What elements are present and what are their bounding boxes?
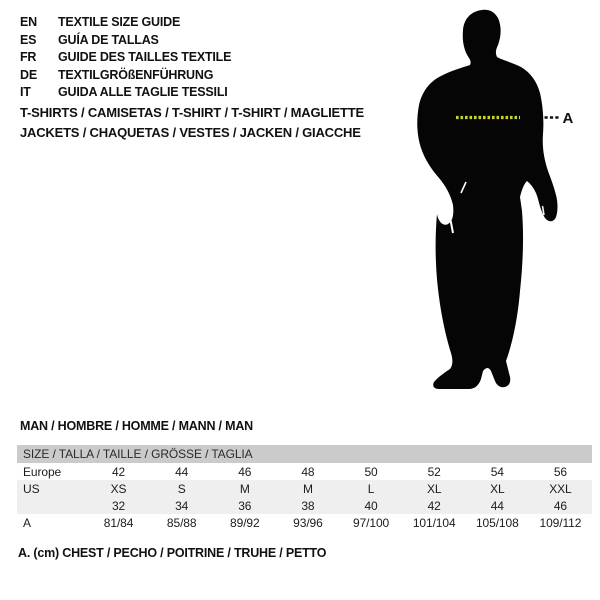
table-row-us-letter [17,480,592,497]
lang-label: GUÍA DE TALLAS [58,32,159,47]
size-table-header: SIZE / TALLA / TAILLE / GRÖSSE / TAGLIA [17,445,592,463]
size-cell: 85/88 [166,515,197,530]
size-cell: XL [426,481,442,496]
measurement-footnote: A. (cm) CHEST / PECHO / POITRINE / TRUHE / PETTO [18,546,327,560]
size-cell: 44 [175,464,189,479]
size-cell: M [302,481,313,496]
table-row-chest-cm [17,514,592,531]
size-table [17,445,592,531]
size-cell: 44 [490,498,504,513]
table-row-europe [17,463,592,480]
row-label [17,497,87,514]
lang-code: DE [20,67,37,82]
size-cell: 101/104 [412,515,456,530]
size-cell: 46 [238,464,252,479]
language-guide-list [20,14,231,102]
size-cell: 40 [364,498,378,513]
man-silhouette [417,10,557,389]
category-line-tshirts: T-SHIRTS / CAMISETAS / T-SHIRT / T-SHIRT / MAGLIETTE [20,105,364,120]
category-line-jackets: JACKETS / CHAQUETAS / VESTES / JACKEN / GIACCHE [20,124,361,140]
lang-row-es [20,32,231,50]
size-cell: 32 [111,498,126,513]
lang-label: TEXTILGRÖßENFÜHRUNG [58,67,214,82]
garment-categories [20,103,364,142]
size-cell: 36 [238,498,252,513]
lang-row-fr [20,49,231,67]
size-cell: XS [110,481,127,496]
size-cell: 56 [553,464,568,479]
size-cell: 54 [490,464,504,479]
row-label: A [23,515,31,530]
size-cell: 109/112 [539,515,582,530]
size-cell: 42 [427,498,441,513]
size-cell: 42 [111,464,126,479]
size-cell: 38 [301,498,315,513]
lang-label: GUIDA ALLE TAGLIE TESSILI [58,85,228,99]
lang-label: TEXTILE SIZE GUIDE [58,15,181,29]
lang-code: FR [20,50,37,64]
lang-row-it [20,84,231,102]
man-silhouette-figure [390,0,600,400]
size-cell: 50 [364,464,378,479]
size-cell: 89/92 [230,515,260,530]
table-row-us-numeric [17,497,592,514]
section-title-man: MAN / HOMBRE / HOMME / MANN / MAN [20,419,253,433]
size-cell: 97/100 [353,515,390,530]
lang-label: GUIDE DES TAILLES TEXTILE [58,50,232,64]
size-cell: M [239,481,250,496]
size-cell: XXL [549,481,572,496]
size-cell: 105/108 [475,515,519,530]
size-cell: 34 [175,498,189,513]
lang-row-en [20,14,231,32]
lang-code: ES [20,32,37,47]
lang-code: EN [20,15,37,29]
lang-code: IT [20,85,31,99]
size-cell: 48 [301,464,315,479]
measure-label-a: A [562,110,574,127]
size-cell: 52 [427,464,441,479]
size-cell: 81/84 [103,515,134,530]
size-cell: 46 [553,498,568,513]
row-label: Europe [23,464,62,479]
size-cell: S [177,481,186,496]
size-cell: XL [490,481,505,496]
row-label: US [23,481,40,496]
size-cell: L [367,481,375,496]
size-cell: 93/96 [293,515,323,530]
lang-row-de [20,67,231,85]
